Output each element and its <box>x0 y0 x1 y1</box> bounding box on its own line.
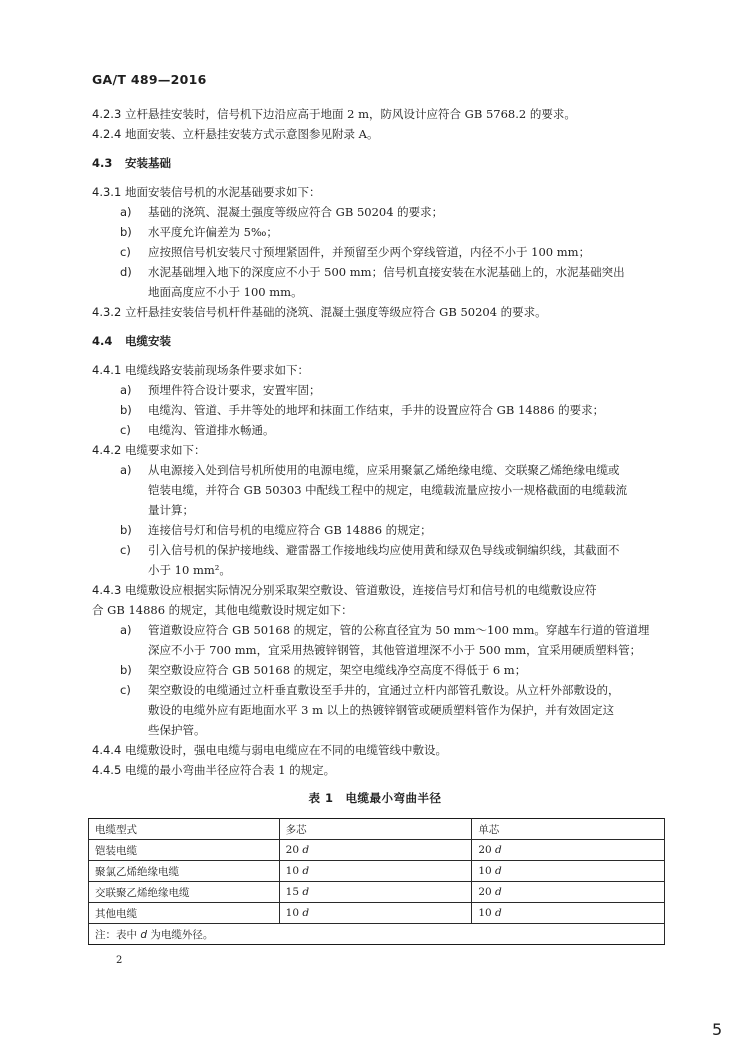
list-text: 预埋件符合设计要求，安置牢固； <box>148 383 321 397</box>
radius-number: 20 <box>285 844 300 856</box>
clause-4-2-4 <box>92 126 378 142</box>
clause-text: 电缆要求如下： <box>125 443 206 457</box>
list-text: 些保护管。 <box>148 723 206 737</box>
diameter-symbol: d <box>302 907 310 919</box>
note-prefix: 注：表中 <box>95 928 137 941</box>
clause-text: 电缆线路安装前现场条件要求如下： <box>125 363 309 377</box>
radius-number: 15 <box>285 886 300 898</box>
clause-text: 电缆敷设应根据实际情况分别采取架空敷设、管道敷设，连接信号灯和信号机的电缆敷设应符 <box>125 583 597 597</box>
section-4-3-heading <box>92 155 171 171</box>
scan-page-number: 5 <box>712 1020 723 1039</box>
radius-number: 20 <box>478 886 492 898</box>
list-item-c-continued <box>148 702 614 718</box>
list-text: 水泥基础埋入地下的深度应不小于 500 mm；信号机直接安装在水泥基础上的，水泥基础突出 <box>148 265 625 279</box>
list-item-c-continued <box>148 722 206 738</box>
list-text: 应按照信号机安装尺寸预埋紧固件，并预留至少两个穿线管道，内径不小于 100 mm； <box>148 245 591 259</box>
section-title: 电缆安装 <box>125 334 171 348</box>
list-text: 水平度允许偏差为 5‰； <box>148 225 278 239</box>
list-item-a <box>120 382 321 398</box>
list-item-a <box>120 204 443 220</box>
clause-number: 4.2.4 <box>92 127 122 141</box>
table-note-row <box>89 924 665 945</box>
list-item-d-continued <box>148 284 303 300</box>
list-marker: d) <box>120 265 132 279</box>
single-core-cell <box>472 882 665 903</box>
table-header-row <box>89 819 665 840</box>
list-marker: a) <box>120 623 132 637</box>
multi-core-cell <box>279 840 472 861</box>
clause-text: 地面安装信号机的水泥基础要求如下： <box>125 185 321 199</box>
list-text: 深应不小于 700 mm，宜采用热镀锌钢管，其他管道埋深不小于 500 mm，宜采用硬质塑料管； <box>148 643 642 657</box>
table-row <box>89 903 665 924</box>
list-item-c <box>120 682 620 698</box>
list-text: 架空敷设应符合 GB 50168 的规定，架空电缆线净空高度不得低于 6 m； <box>148 663 527 677</box>
cable-type-cell: 铠装电缆 <box>89 840 280 861</box>
table-row <box>89 861 665 882</box>
section-4-4-heading <box>92 333 171 349</box>
clause-number: 4.4.5 <box>92 763 122 777</box>
clause-4-4-3-continued <box>92 602 353 618</box>
note-suffix: 为电缆外径。 <box>150 928 214 941</box>
radius-number: 20 <box>478 844 492 856</box>
list-item-a-continued <box>148 482 627 498</box>
cable-type-cell: 其他电缆 <box>89 903 280 924</box>
table-row <box>89 882 665 903</box>
header-single-core: 单芯 <box>472 819 665 840</box>
section-title: 安装基础 <box>125 156 171 170</box>
list-item-b <box>120 402 604 418</box>
clause-4-4-4 <box>92 742 447 758</box>
list-marker: a) <box>120 383 132 397</box>
diameter-symbol: d <box>495 844 502 856</box>
table-note <box>89 924 665 945</box>
clause-text: 电缆敷设时，强电电缆与弱电电缆应在不同的电缆管线中敷设。 <box>125 743 447 757</box>
clause-number: 4.4.4 <box>92 743 122 757</box>
clause-4-3-2 <box>92 304 547 320</box>
list-marker: a) <box>120 463 132 477</box>
list-text: 地面高度应不小于 100 mm。 <box>148 285 303 299</box>
list-item-d <box>120 264 625 280</box>
list-marker: b) <box>120 403 132 417</box>
list-marker: b) <box>120 523 132 537</box>
list-marker: b) <box>120 663 132 677</box>
list-marker: c) <box>120 423 131 437</box>
list-item-a <box>120 462 620 478</box>
list-marker: c) <box>120 683 131 697</box>
clause-4-4-1 <box>92 362 309 378</box>
clause-4-4-3 <box>92 582 597 598</box>
list-text: 管道敷设应符合 GB 50168 的规定，管的公称直径宜为 50 mm～100 mm。穿越车行道的管道埋 <box>148 623 650 637</box>
clause-number: 4.4.2 <box>92 443 122 457</box>
diameter-symbol: d <box>302 844 310 856</box>
clause-number: 4.2.3 <box>92 107 122 121</box>
clause-number: 4.3.2 <box>92 305 122 319</box>
clause-text: 合 GB 14886 的规定，其他电缆敷设时规定如下： <box>92 603 353 617</box>
list-text: 从电源接入处到信号机所使用的电源电缆，应采用聚氯乙烯绝缘电缆、交联聚乙烯绝缘电缆或 <box>148 463 620 477</box>
multi-core-cell <box>279 903 472 924</box>
list-marker: a) <box>120 205 132 219</box>
list-item-c <box>120 422 275 438</box>
standard-id-header: GA/T 489—2016 <box>92 72 207 87</box>
list-marker: c) <box>120 543 131 557</box>
single-core-cell <box>472 861 665 882</box>
diameter-symbol: d <box>302 865 310 877</box>
list-text: 连接信号灯和信号机的电缆应符合 GB 14886 的规定； <box>148 523 432 537</box>
header-cable-type: 电缆型式 <box>89 819 280 840</box>
list-text: 敷设的电缆外应有距地面水平 3 m 以上的热镀锌钢管或硬质塑料管作为保护，并有效固定这 <box>148 703 615 717</box>
radius-number: 10 <box>285 907 300 919</box>
clause-4-4-5 <box>92 762 335 778</box>
radius-number: 10 <box>285 865 300 877</box>
clause-4-4-2 <box>92 442 206 458</box>
list-marker: b) <box>120 225 132 239</box>
list-text: 引入信号机的保护接地线、避雷器工作接地线均应使用黄和绿双色导线或铜编织线，其截面不 <box>148 543 620 557</box>
multi-core-cell <box>279 882 472 903</box>
clause-text: 立杆悬挂安装时，信号机下边沿应高于地面 2 m，防风设计应符合 GB 5768.2 的要求。 <box>125 107 576 121</box>
clause-text: 立杆悬挂安装信号机杆件基础的浇筑、混凝土强度等级应符合 GB 50204 的要求。 <box>125 305 547 319</box>
single-core-cell <box>472 840 665 861</box>
list-text: 架空敷设的电缆通过立杆垂直敷设至手井的，宜通过立杆内部管孔敷设。从立杆外部敷设的， <box>148 683 620 697</box>
clause-number: 4.3.1 <box>92 185 122 199</box>
clause-text: 电缆的最小弯曲半径应符合表 1 的规定。 <box>125 763 336 777</box>
cable-bend-radius-table <box>88 818 665 945</box>
header-multi-core: 多芯 <box>279 819 472 840</box>
diameter-symbol: d <box>495 886 502 898</box>
list-text: 量计算； <box>148 503 194 517</box>
section-number: 4.4 <box>92 334 113 348</box>
list-item-c <box>120 244 590 260</box>
note-variable: d <box>140 928 148 941</box>
cable-type-cell: 交联聚乙烯绝缘电缆 <box>89 882 280 903</box>
list-marker: c) <box>120 245 131 259</box>
section-number: 4.3 <box>92 156 113 170</box>
list-item-b <box>120 522 432 538</box>
list-text: 电缆沟、管道、手井等处的地坪和抹面工作结束，手井的设置应符合 GB 14886 的要求； <box>148 403 605 417</box>
list-text: 铠装电缆，并符合 GB 50303 中配线工程中的规定，电缆载流量应按小一规格截面的电缆载流 <box>148 483 628 497</box>
table-title: 表 1 电缆最小弯曲半径 <box>308 791 442 805</box>
table-row <box>89 840 665 861</box>
list-item-a-continued <box>148 502 194 518</box>
diameter-symbol: d <box>495 907 502 919</box>
radius-number: 10 <box>478 865 492 877</box>
multi-core-cell <box>279 861 472 882</box>
clause-number: 4.4.1 <box>92 363 122 377</box>
diameter-symbol: d <box>302 886 310 898</box>
single-core-cell <box>472 903 665 924</box>
page-number: 2 <box>116 955 123 966</box>
list-item-a <box>120 622 649 638</box>
diameter-symbol: d <box>495 865 502 877</box>
list-item-b <box>120 224 278 240</box>
clause-4-2-3 <box>92 106 576 122</box>
clause-text: 地面安装、立杆悬挂安装方式示意图参见附录 A。 <box>125 127 379 141</box>
clause-4-3-1 <box>92 184 321 200</box>
list-text: 电缆沟、管道排水畅通。 <box>148 423 275 437</box>
list-text: 基础的浇筑、混凝土强度等级应符合 GB 50204 的要求； <box>148 205 444 219</box>
radius-number: 10 <box>478 907 492 919</box>
cable-type-cell: 聚氯乙烯绝缘电缆 <box>89 861 280 882</box>
list-item-c <box>120 542 620 558</box>
list-text: 小于 10 mm²。 <box>148 563 231 577</box>
list-item-b <box>120 662 526 678</box>
list-item-a-continued <box>148 642 641 658</box>
clause-number: 4.4.3 <box>92 583 122 597</box>
list-item-c-continued <box>148 562 231 578</box>
